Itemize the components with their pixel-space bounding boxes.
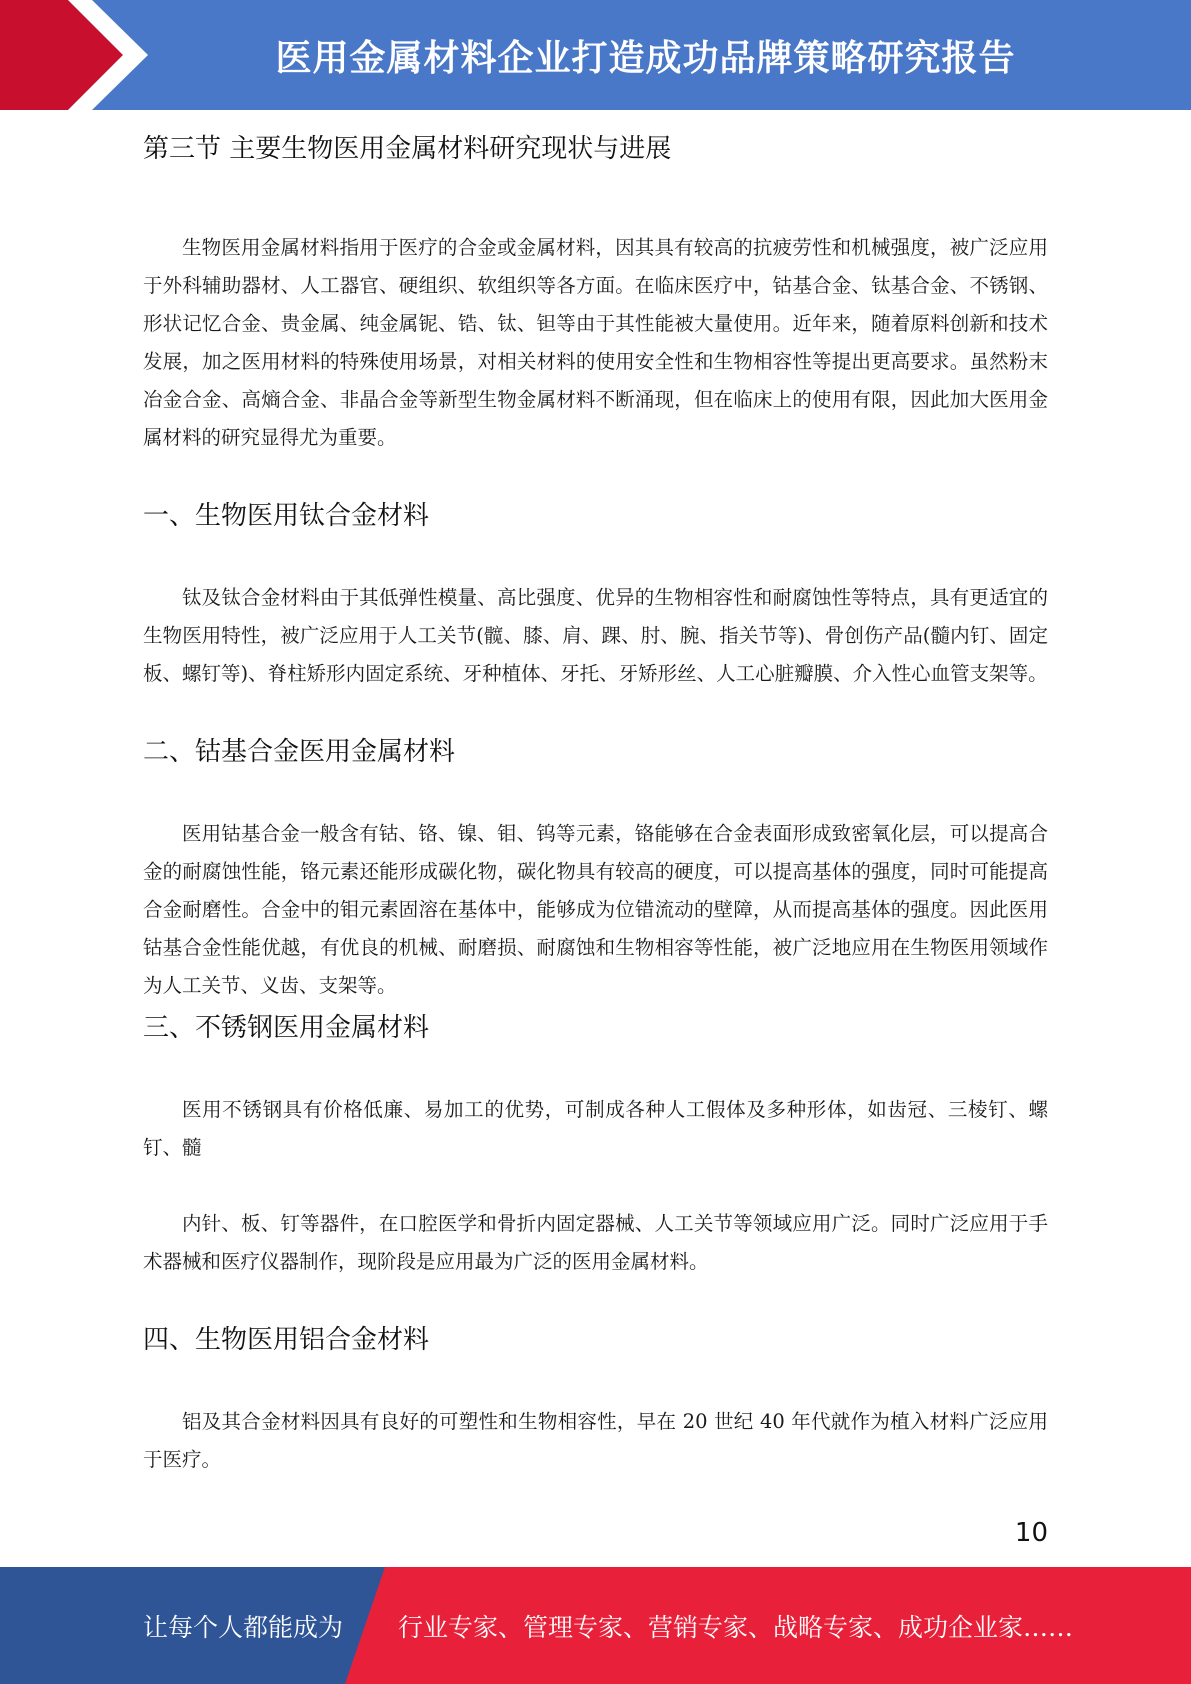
paragraph-cobalt: 医用钴基合金一般含有钴、铬、镍、钼、钨等元素，铬能够在合金表面形成致密氧化层，可以提高合金的耐腐蚀性能，铬元素还能形成碳化物，碳化物具有较高的硬度，可以提高基体的强度，同时可能提高合金耐磨性。合金中的钼元素固溶在基体中，能够成为位错流动的壁障，从而提高基体的强度。因此医用钴基合金性能优越，有优良的机械、耐磨损、耐腐蚀和生物相容等性能，被广泛地应用在生物医用领域作为人工关节、义齿、支架等。	[143, 822, 1048, 997]
paragraph-stainless-1: 医用不锈钢具有价格低廉、易加工的优势，可制成各种人工假体及多种形体，如齿冠、三棱钉、螺钉、髓	[143, 1098, 1048, 1159]
section-heading-cobalt: 二、钴基合金医用金属材料	[143, 737, 456, 767]
page-number: 10	[1014, 1518, 1048, 1548]
section-heading-stainless: 三、不锈钢医用金属材料	[143, 1013, 430, 1043]
intro-paragraph: 生物医用金属材料指用于医疗的合金或金属材料，因其具有较高的抗疲劳性和机械强度，被广泛应用于外科辅助器材、人工器官、硬组织、软组织等各方面。在临床医疗中，钴基合金、钛基合金、不锈钢、形状记忆合金、贵金属、纯金属铌、锆、钛、钽等由于其性能被大量使用。近年来，随着原料创新和技术发展，加之医用材料的特殊使用场景，对相关材料的使用安全性和生物相容性等提出更高要求。虽然粉末冶金合金、高熵合金、非晶合金等新型生物金属材料不断涌现，但在临床上的使用有限，因此加大医用金属材料的研究显得尤为重要。	[143, 236, 1048, 449]
footer-slogan-right: 行业专家、管理专家、营销专家、战略专家、成功企业家……	[398, 1612, 1074, 1642]
section-heading-titanium: 一、生物医用钛合金材料	[143, 501, 430, 531]
report-title: 医用金属材料企业打造成功品牌策略研究报告	[275, 37, 1016, 79]
page-content	[143, 110, 1048, 1479]
chapter-section-title: 第三节 主要生物医用金属材料研究现状与进展	[143, 134, 672, 164]
paragraph-stainless-2: 内针、板、钉等器件，在口腔医学和骨折内固定器械、人工关节等领域应用广泛。同时广泛应用于手术器械和医疗仪器制作，现阶段是应用最为广泛的医用金属材料。	[143, 1212, 1048, 1273]
footer-banner	[0, 1567, 1191, 1684]
paragraph-aluminium: 铝及其合金材料因具有良好的可塑性和生物相容性，早在 20 世纪 40 年代就作为植入材料广泛应用于医疗。	[143, 1410, 1048, 1471]
footer-slogan-left: 让每个人都能成为	[143, 1612, 344, 1642]
paragraph-titanium: 钛及钛合金材料由于其低弹性模量、高比强度、优异的生物相容性和耐腐蚀性等特点，具有更适宜的生物医用特性，被广泛应用于人工关节(髋、膝、肩、踝、肘、腕、指关节等)、骨创伤产品(髓内钉、固定板、螺钉等)、脊柱矫形内固定系统、牙种植体、牙托、牙矫形丝、人工心脏瓣膜、介入性心血管支架等。	[143, 586, 1048, 685]
header-banner	[0, 0, 1191, 110]
header-chevron-decoration	[0, 0, 160, 110]
section-heading-aluminium: 四、生物医用铝合金材料	[143, 1325, 430, 1355]
